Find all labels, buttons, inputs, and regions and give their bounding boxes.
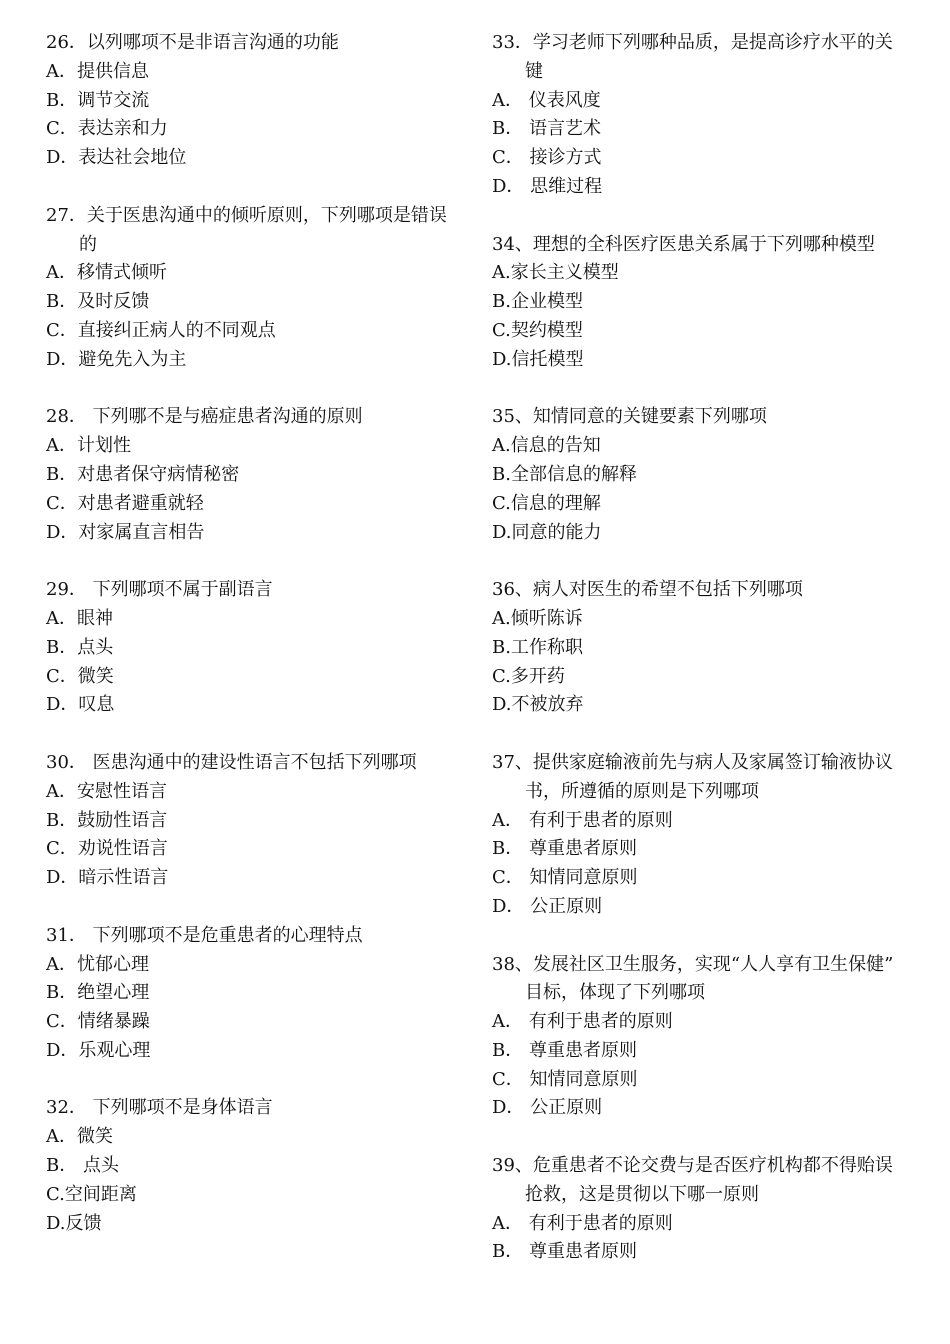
- answer-option: A.信息的告知: [492, 435, 601, 457]
- answer-option: D． 公正原则: [492, 895, 603, 917]
- question-stem: 书，所遵循的原则是下列哪项: [525, 780, 759, 802]
- question-block: [46, 403, 466, 547]
- answer-option: B． 点头: [46, 1155, 119, 1177]
- question-block: [492, 749, 917, 922]
- question-spacer: [46, 375, 466, 404]
- answer-option: A． 有利于患者的原则: [492, 1011, 673, 1033]
- question-stem: 37、提供家庭输液前先与病人及家属签订输液协议: [492, 751, 893, 773]
- question-block: [46, 1094, 466, 1238]
- answer-option: B.企业模型: [492, 291, 583, 313]
- question-spacer: [46, 893, 466, 922]
- answer-option: B． 语言艺术: [492, 118, 601, 140]
- question-stem: 31． 下列哪项不是危重患者的心理特点: [46, 924, 363, 946]
- answer-option: D． 公正原则: [492, 1097, 603, 1119]
- question-block: [46, 29, 466, 173]
- answer-option: D.反馈: [46, 1212, 102, 1234]
- answer-option: A．安慰性语言: [46, 780, 167, 802]
- question-spacer: [46, 1066, 466, 1095]
- question-stem: 32． 下列哪项不是身体语言: [46, 1097, 273, 1119]
- question-block: [492, 231, 917, 375]
- answer-option: B．对患者保守病情秘密: [46, 463, 240, 485]
- left-column: [46, 29, 466, 1238]
- answer-option: D.不被放弃: [492, 694, 584, 716]
- answer-option: B． 尊重患者原则: [492, 838, 637, 860]
- question-stem: 29． 下列哪项不属于副语言: [46, 579, 273, 601]
- question-stem: 34、理想的全科医疗医患关系属于下列哪种模型: [492, 233, 875, 255]
- question-block: [492, 1152, 917, 1267]
- question-stem: 36、病人对医生的希望不包括下列哪项: [492, 579, 803, 601]
- answer-option: B．调节交流: [46, 89, 150, 111]
- answer-option: A．计划性: [46, 435, 131, 457]
- question-stem: 38、发展社区卫生服务，实现“人人享有卫生保健”: [492, 953, 894, 975]
- answer-option: D． 思维过程: [492, 175, 603, 197]
- answer-option: A． 有利于患者的原则: [492, 809, 673, 831]
- question-stem: 30． 医患沟通中的建设性语言不包括下列哪项: [46, 751, 417, 773]
- answer-option: B．点头: [46, 636, 114, 658]
- answer-option: A．移情式倾听: [46, 262, 167, 284]
- question-block: [492, 576, 917, 720]
- question-stem: 抢救，这是贯彻以下哪一原则: [525, 1183, 759, 1205]
- answer-option: D．暗示性语言: [46, 867, 169, 889]
- answer-option: C．微笑: [46, 665, 114, 687]
- answer-option: D．叹息: [46, 694, 115, 716]
- answer-option: C． 接诊方式: [492, 147, 602, 169]
- question-spacer: [492, 1123, 917, 1152]
- answer-option: D.信托模型: [492, 348, 584, 370]
- question-stem: 28． 下列哪不是与癌症患者沟通的原则: [46, 406, 363, 428]
- answer-option: C． 知情同意原则: [492, 1068, 638, 1090]
- answer-option: C．情绪暴躁: [46, 1011, 150, 1033]
- answer-option: B．绝望心理: [46, 982, 150, 1004]
- answer-option: C．表达亲和力: [46, 118, 168, 140]
- answer-option: C．对患者避重就轻: [46, 492, 204, 514]
- question-block: [46, 922, 466, 1066]
- question-stem: 39、危重患者不论交费与是否医疗机构都不得贻误: [492, 1155, 893, 1177]
- question-stem: 35、知情同意的关键要素下列哪项: [492, 406, 767, 428]
- answer-option: A．提供信息: [46, 60, 149, 82]
- question-spacer: [492, 375, 917, 404]
- answer-option: B．鼓励性语言: [46, 809, 168, 831]
- answer-option: B． 尊重患者原则: [492, 1039, 637, 1061]
- question-spacer: [492, 202, 917, 231]
- answer-option: A． 仪表风度: [492, 89, 601, 111]
- question-spacer: [46, 547, 466, 576]
- answer-option: B．及时反馈: [46, 291, 150, 313]
- question-stem: 33．学习老师下列哪种品质，是提高诊疗水平的关: [492, 32, 893, 53]
- answer-option: B． 尊重患者原则: [492, 1241, 637, 1263]
- question-block: [492, 951, 917, 1124]
- answer-option: D．对家属直言相告: [46, 521, 205, 543]
- answer-option: B.工作称职: [492, 636, 583, 658]
- right-column: [492, 29, 917, 1267]
- question-block: [46, 202, 466, 375]
- question-stem: 的: [79, 233, 97, 255]
- question-spacer: [492, 720, 917, 749]
- answer-option: C.契约模型: [492, 319, 583, 341]
- question-stem: 目标，体现了下列哪项: [525, 982, 705, 1004]
- answer-option: D．避免先入为主: [46, 348, 187, 370]
- answer-option: A.家长主义模型: [492, 262, 619, 284]
- answer-option: C．劝说性语言: [46, 838, 168, 860]
- question-block: [46, 576, 466, 720]
- question-spacer: [46, 173, 466, 202]
- answer-option: A． 有利于患者的原则: [492, 1212, 673, 1234]
- question-block: [46, 749, 466, 893]
- answer-option: D．表达社会地位: [46, 147, 187, 169]
- answer-option: C．直接纠正病人的不同观点: [46, 319, 276, 341]
- question-spacer: [492, 547, 917, 576]
- question-spacer: [492, 922, 917, 951]
- answer-option: B.全部信息的解释: [492, 463, 637, 485]
- answer-option: D.同意的能力: [492, 521, 602, 543]
- question-block: [492, 403, 917, 547]
- question-stem: 键: [525, 60, 543, 82]
- answer-option: C.空间距离: [46, 1183, 137, 1205]
- question-stem: 27．关于医患沟通中的倾听原则，下列哪项是错误: [46, 204, 447, 226]
- answer-option: A．眼神: [46, 607, 113, 629]
- answer-option: C.多开药: [492, 665, 565, 687]
- answer-option: D．乐观心理: [46, 1039, 151, 1061]
- answer-option: A．忧郁心理: [46, 953, 149, 975]
- question-block: [492, 29, 917, 202]
- answer-option: C． 知情同意原则: [492, 867, 638, 889]
- answer-option: A.倾听陈诉: [492, 607, 583, 629]
- question-stem: 26．以列哪项不是非语言沟通的功能: [46, 32, 339, 53]
- answer-option: C.信息的理解: [492, 492, 601, 514]
- question-spacer: [46, 720, 466, 749]
- answer-option: A．微笑: [46, 1126, 113, 1148]
